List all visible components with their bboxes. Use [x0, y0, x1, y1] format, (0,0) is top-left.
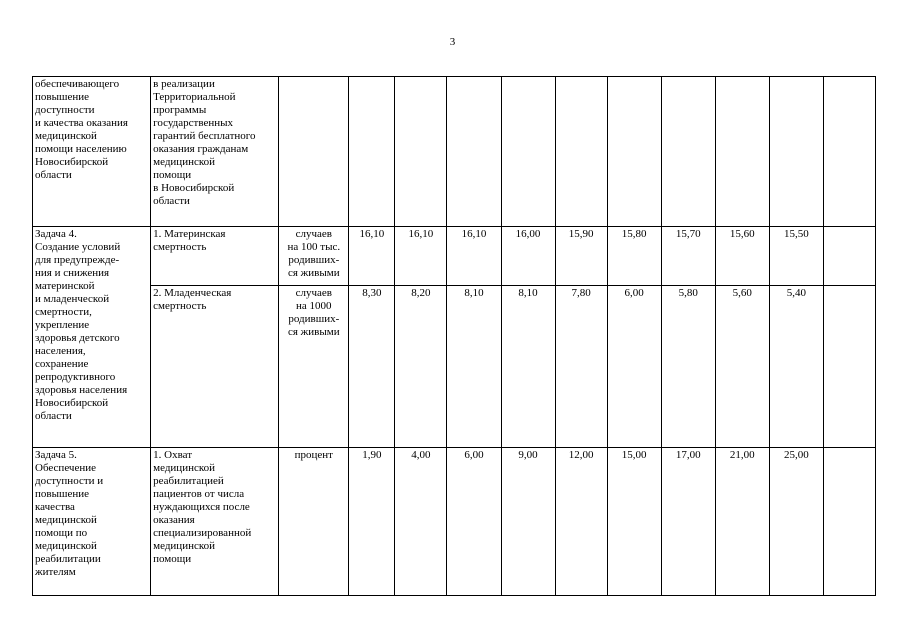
value-cell: 8,30	[349, 286, 395, 448]
unit-cell: случаев на 100 тыс. родивших- ся живыми	[279, 227, 349, 286]
value-cell: 8,10	[501, 286, 555, 448]
value-cell: 8,20	[395, 286, 447, 448]
empty-cell	[823, 77, 875, 227]
value-cell: 6,00	[607, 286, 661, 448]
value-cell: 5,60	[715, 286, 769, 448]
value-cell: 9,00	[501, 448, 555, 596]
value-cell: 15,70	[661, 227, 715, 286]
value-cell: 21,00	[715, 448, 769, 596]
value-cell: 5,80	[661, 286, 715, 448]
table-row	[33, 448, 876, 596]
value-cell: 15,80	[607, 227, 661, 286]
table-row	[33, 286, 876, 448]
task-cell: Задача 5. Обеспечение доступности и повышение качества медицинской помощи по медицинской реабилитации жителям	[33, 448, 151, 596]
value-cell: 6,00	[447, 448, 501, 596]
task-cell: обеспечивающего повышение доступности и качества оказания медицинской помощи населению Новосибирской области	[33, 77, 151, 227]
indicator-name-cell: 1. Материнская смертность	[151, 227, 279, 286]
value-cell: 15,90	[555, 227, 607, 286]
value-cell: 25,00	[769, 448, 823, 596]
value-cell: 16,10	[349, 227, 395, 286]
task-cell: Задача 4. Создание условий для предупрежде- ния и снижения материнской и младенческой смертности, укрепление здоровья детского населения, сохранение репродуктивного здоровья населения Новосибирской области	[33, 227, 151, 448]
value-cell	[555, 77, 607, 227]
value-cell: 16,10	[395, 227, 447, 286]
unit-cell	[279, 77, 349, 227]
empty-cell	[823, 286, 875, 448]
unit-cell: случаев на 1000 родивших- ся живыми	[279, 286, 349, 448]
empty-cell	[823, 448, 875, 596]
value-cell: 12,00	[555, 448, 607, 596]
value-cell	[715, 77, 769, 227]
indicator-name-cell: 1. Охват медицинской реабилитацией пациентов от числа нуждающихся после оказания специализированной медицинской помощи	[151, 448, 279, 596]
value-cell	[395, 77, 447, 227]
value-cell: 1,90	[349, 448, 395, 596]
unit-cell: процент	[279, 448, 349, 596]
value-cell: 8,10	[447, 286, 501, 448]
value-cell	[501, 77, 555, 227]
value-cell: 16,00	[501, 227, 555, 286]
value-cell: 7,80	[555, 286, 607, 448]
value-cell: 15,00	[607, 448, 661, 596]
value-cell	[661, 77, 715, 227]
table-row	[33, 227, 876, 286]
value-cell: 5,40	[769, 286, 823, 448]
indicator-name-cell: в реализации Территориальной программы государственных гарантий бесплатного оказания гражданам медицинской помощи в Новосибирской области	[151, 77, 279, 227]
value-cell	[349, 77, 395, 227]
indicator-name-cell: 2. Младенческая смертность	[151, 286, 279, 448]
value-cell: 16,10	[447, 227, 501, 286]
value-cell	[607, 77, 661, 227]
value-cell: 4,00	[395, 448, 447, 596]
value-cell	[447, 77, 501, 227]
page-number: 3	[449, 36, 456, 48]
table-row	[33, 77, 876, 227]
value-cell: 17,00	[661, 448, 715, 596]
value-cell: 15,60	[715, 227, 769, 286]
empty-cell	[823, 227, 875, 286]
indicators-table	[32, 76, 876, 596]
value-cell: 15,50	[769, 227, 823, 286]
value-cell	[769, 77, 823, 227]
